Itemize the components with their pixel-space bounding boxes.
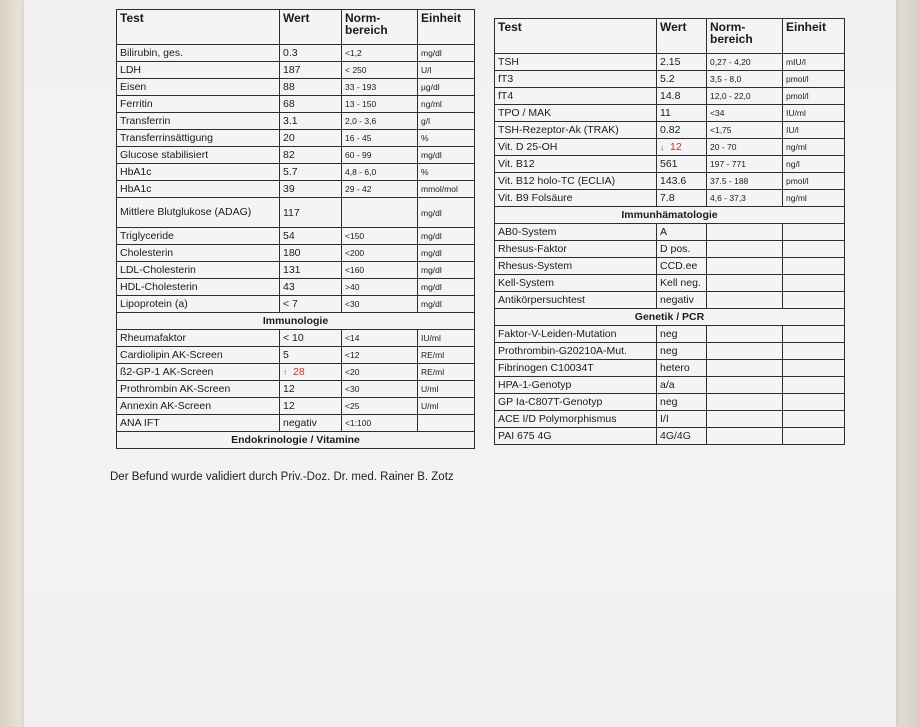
reference-range-cell: <1,75 [707,122,783,139]
low-flag-icon: ↓ [660,143,664,152]
test-name-cell: HbA1c [117,181,280,198]
unit-cell [783,326,845,343]
unit-cell: pmol/l [783,88,845,105]
table-row [495,343,845,360]
table-row [495,275,845,292]
unit-cell [783,241,845,258]
test-name-cell: Cholesterin [117,245,280,262]
table-row [495,377,845,394]
reference-range-cell: <34 [707,105,783,122]
value-cell: 12 [280,398,342,415]
table-row [117,330,475,347]
unit-cell: IU/ml [418,330,475,347]
reference-range-cell [707,360,783,377]
test-name-cell: Eisen [117,79,280,96]
header-test: Test [495,19,657,54]
reference-range-cell [707,394,783,411]
reference-range-cell [707,377,783,394]
test-name-cell: TSH-Rezeptor-Ak (TRAK) [495,122,657,139]
value-cell: CCD.ee [657,258,707,275]
reference-range-cell [707,275,783,292]
header-einheit: Einheit [418,10,475,45]
reference-range-cell: 2,0 - 3,6 [342,113,418,130]
reference-range-cell [707,326,783,343]
value-cell: 5.7 [280,164,342,181]
reference-range-cell: 29 - 42 [342,181,418,198]
value-cell: 187 [280,62,342,79]
reference-range-cell: <20 [342,364,418,381]
table-row [495,241,845,258]
table-row [117,96,475,113]
unit-cell: mg/dl [418,198,475,228]
unit-cell [418,415,475,432]
test-name-cell: Vit. B9 Folsäure [495,190,657,207]
table-row [495,411,845,428]
value-cell: 14.8 [657,88,707,105]
validation-note: Der Befund wurde validiert durch Priv.-Doz. Dr. med. Rainer B. Zotz [110,471,454,483]
value-cell: 4G/4G [657,428,707,445]
table-row [495,122,845,139]
unit-cell: mg/dl [418,147,475,164]
reference-range-cell: <30 [342,296,418,313]
table-row [495,105,845,122]
test-name-cell: Cardiolipin AK-Screen [117,347,280,364]
reference-range-cell: 37.5 - 188 [707,173,783,190]
unit-cell: mg/dl [418,45,475,62]
value-cell: 561 [657,156,707,173]
header-norm: Norm- bereich [342,10,418,45]
unit-cell: U/l [418,62,475,79]
unit-cell [783,360,845,377]
table-row [117,198,475,228]
reference-range-cell: <30 [342,381,418,398]
table-row [117,262,475,279]
table-row [495,258,845,275]
value-cell: neg [657,326,707,343]
table-row [495,394,845,411]
value-cell: 5 [280,347,342,364]
value-cell: A [657,224,707,241]
header-wert: Wert [657,19,707,54]
table-row [495,88,845,105]
value-cell: 0.3 [280,45,342,62]
test-name-cell: AB0-System [495,224,657,241]
unit-cell: % [418,130,475,147]
table-row [117,398,475,415]
test-name-cell: Kell-System [495,275,657,292]
unit-cell [783,428,845,445]
test-name-cell: Transferrinsättigung [117,130,280,147]
table-row [117,347,475,364]
reference-range-cell [707,411,783,428]
reference-range-cell: 0,27 - 4,20 [707,54,783,71]
test-name-cell: Bilirubin, ges. [117,45,280,62]
value-cell: 3.1 [280,113,342,130]
table-row [117,62,475,79]
test-name-cell: ANA IFT [117,415,280,432]
header-einheit: Einheit [783,19,845,54]
section-header [495,309,845,326]
reference-range-cell: <12 [342,347,418,364]
test-name-cell: Vit. B12 holo-TC (ECLIA) [495,173,657,190]
test-name-cell: ACE I/D Polymorphismus [495,411,657,428]
test-name-cell: HDL-Cholesterin [117,279,280,296]
unit-cell: g/l [418,113,475,130]
reference-range-cell: 20 - 70 [707,139,783,156]
unit-cell: mmol/mol [418,181,475,198]
table-row [117,164,475,181]
unit-cell [783,411,845,428]
unit-cell: IU/ml [783,105,845,122]
test-name-cell: Transferrin [117,113,280,130]
reference-range-cell: 3,5 - 8,0 [707,71,783,88]
unit-cell: RE/ml [418,347,475,364]
value-cell: < 7 [280,296,342,313]
table-row [117,147,475,164]
test-name-cell: Rhesus-Faktor [495,241,657,258]
unit-cell: % [418,164,475,181]
section-title: Immunologie [117,313,475,330]
high-flag-icon: ↑ [283,368,287,377]
table-row [495,173,845,190]
table-row [495,54,845,71]
unit-cell [783,258,845,275]
test-name-cell: TPO / MAK [495,105,657,122]
header-norm: Norm- bereich [707,19,783,54]
value-cell: 180 [280,245,342,262]
table-row [495,292,845,309]
reference-range-cell: <200 [342,245,418,262]
reference-range-cell: 13 - 150 [342,96,418,113]
flagged-value: 12 [670,141,682,153]
test-name-cell: Vit. D 25-OH [495,139,657,156]
unit-cell: U/ml [418,381,475,398]
header-wert: Wert [280,10,342,45]
value-cell: < 10 [280,330,342,347]
value-cell: D pos. [657,241,707,258]
test-name-cell: LDL-Cholesterin [117,262,280,279]
value-cell: negativ [657,292,707,309]
unit-cell: mg/dl [418,245,475,262]
value-cell [280,364,342,381]
table-row [495,224,845,241]
unit-cell: pmol/l [783,71,845,88]
value-cell: 0.82 [657,122,707,139]
table-row [117,130,475,147]
reference-range-cell: >40 [342,279,418,296]
test-name-cell: HPA-1-Genotyp [495,377,657,394]
reference-range-cell: 16 - 45 [342,130,418,147]
unit-cell: IU/l [783,122,845,139]
test-name-cell: Annexin AK-Screen [117,398,280,415]
unit-cell: pmol/l [783,173,845,190]
unit-cell: mg/dl [418,228,475,245]
table-row [495,156,845,173]
reference-range-cell: 60 - 99 [342,147,418,164]
unit-cell [783,275,845,292]
unit-cell [783,343,845,360]
value-cell: 82 [280,147,342,164]
unit-cell [783,394,845,411]
value-cell: 12 [280,381,342,398]
reference-range-cell: < 250 [342,62,418,79]
table-row [117,364,475,381]
value-cell: 54 [280,228,342,245]
test-name-cell: ß2-GP-1 AK-Screen [117,364,280,381]
unit-cell: mg/dl [418,296,475,313]
unit-cell [783,292,845,309]
unit-cell: µg/dl [418,79,475,96]
value-cell: Kell neg. [657,275,707,292]
reference-range-cell: <1,2 [342,45,418,62]
value-cell: negativ [280,415,342,432]
test-name-cell: HbA1c [117,164,280,181]
table-row [495,139,845,156]
table-row [495,190,845,207]
value-cell: 117 [280,198,342,228]
section-header [495,207,845,224]
reference-range-cell: 4,8 - 6,0 [342,164,418,181]
value-cell: 11 [657,105,707,122]
reference-range-cell: 197 - 771 [707,156,783,173]
lab-results-table-left [116,9,475,449]
reference-range-cell: <160 [342,262,418,279]
unit-cell [783,377,845,394]
test-name-cell: Prothrombin AK-Screen [117,381,280,398]
test-name-cell: Glucose stabilisiert [117,147,280,164]
test-name-cell: Prothrombin-G20210A-Mut. [495,343,657,360]
table-row [495,71,845,88]
lab-results-table-right [494,18,845,445]
table-row [495,360,845,377]
unit-cell: RE/ml [418,364,475,381]
reference-range-cell: 4,6 - 37,3 [707,190,783,207]
unit-cell: mIU/l [783,54,845,71]
test-name-cell: Vit. B12 [495,156,657,173]
test-name-cell: Lipoprotein (a) [117,296,280,313]
table-row [117,45,475,62]
table-row [117,296,475,313]
unit-cell: ng/ml [783,139,845,156]
reference-range-cell [707,292,783,309]
table-row [117,415,475,432]
test-name-cell: Triglyceride [117,228,280,245]
test-name-cell: fT4 [495,88,657,105]
reference-range-cell [707,224,783,241]
table-row [117,79,475,96]
value-cell [657,139,707,156]
value-cell: 143.6 [657,173,707,190]
reference-range-cell [707,241,783,258]
table-row [117,279,475,296]
test-name-cell: Antikörpersuchtest [495,292,657,309]
value-cell: neg [657,343,707,360]
reference-range-cell [707,343,783,360]
value-cell: 7.8 [657,190,707,207]
value-cell: 131 [280,262,342,279]
test-name-cell: Mittlere Blutglukose (ADAG) [117,198,280,228]
value-cell: 2.15 [657,54,707,71]
reference-range-cell: <150 [342,228,418,245]
reference-range-cell: <14 [342,330,418,347]
table-row [117,228,475,245]
section-header [117,313,475,330]
table-row [495,326,845,343]
unit-cell: ng/ml [783,190,845,207]
test-name-cell: Ferritin [117,96,280,113]
table-row [117,181,475,198]
value-cell: I/I [657,411,707,428]
value-cell: 5.2 [657,71,707,88]
value-cell: a/a [657,377,707,394]
flagged-value: 28 [293,366,305,378]
test-name-cell: PAI 675 4G [495,428,657,445]
reference-range-cell [342,198,418,228]
test-name-cell: LDH [117,62,280,79]
test-name-cell: Fibrinogen C10034T [495,360,657,377]
value-cell: 39 [280,181,342,198]
value-cell: 43 [280,279,342,296]
test-name-cell: fT3 [495,71,657,88]
value-cell: 20 [280,130,342,147]
table-row [495,428,845,445]
table-row [117,381,475,398]
test-name-cell: Rhesus-System [495,258,657,275]
unit-cell: ng/l [783,156,845,173]
section-title: Immunhämatologie [495,207,845,224]
reference-range-cell [707,258,783,275]
table-row [117,245,475,262]
value-cell: hetero [657,360,707,377]
unit-cell: ng/ml [418,96,475,113]
test-name-cell: Faktor-V-Leiden-Mutation [495,326,657,343]
section-header [117,432,475,449]
reference-range-cell: <1:100 [342,415,418,432]
header-test: Test [117,10,280,45]
value-cell: neg [657,394,707,411]
reference-range-cell: <25 [342,398,418,415]
test-name-cell: Rheumafaktor [117,330,280,347]
test-name-cell: TSH [495,54,657,71]
section-title: Endokrinologie / Vitamine [117,432,475,449]
reference-range-cell: 33 - 193 [342,79,418,96]
unit-cell: mg/dl [418,262,475,279]
value-cell: 88 [280,79,342,96]
unit-cell: mg/dl [418,279,475,296]
section-title: Genetik / PCR [495,309,845,326]
reference-range-cell [707,428,783,445]
unit-cell: U/ml [418,398,475,415]
value-cell: 68 [280,96,342,113]
table-row [117,113,475,130]
test-name-cell: GP Ia-C807T-Genotyp [495,394,657,411]
unit-cell [783,224,845,241]
reference-range-cell: 12,0 - 22,0 [707,88,783,105]
